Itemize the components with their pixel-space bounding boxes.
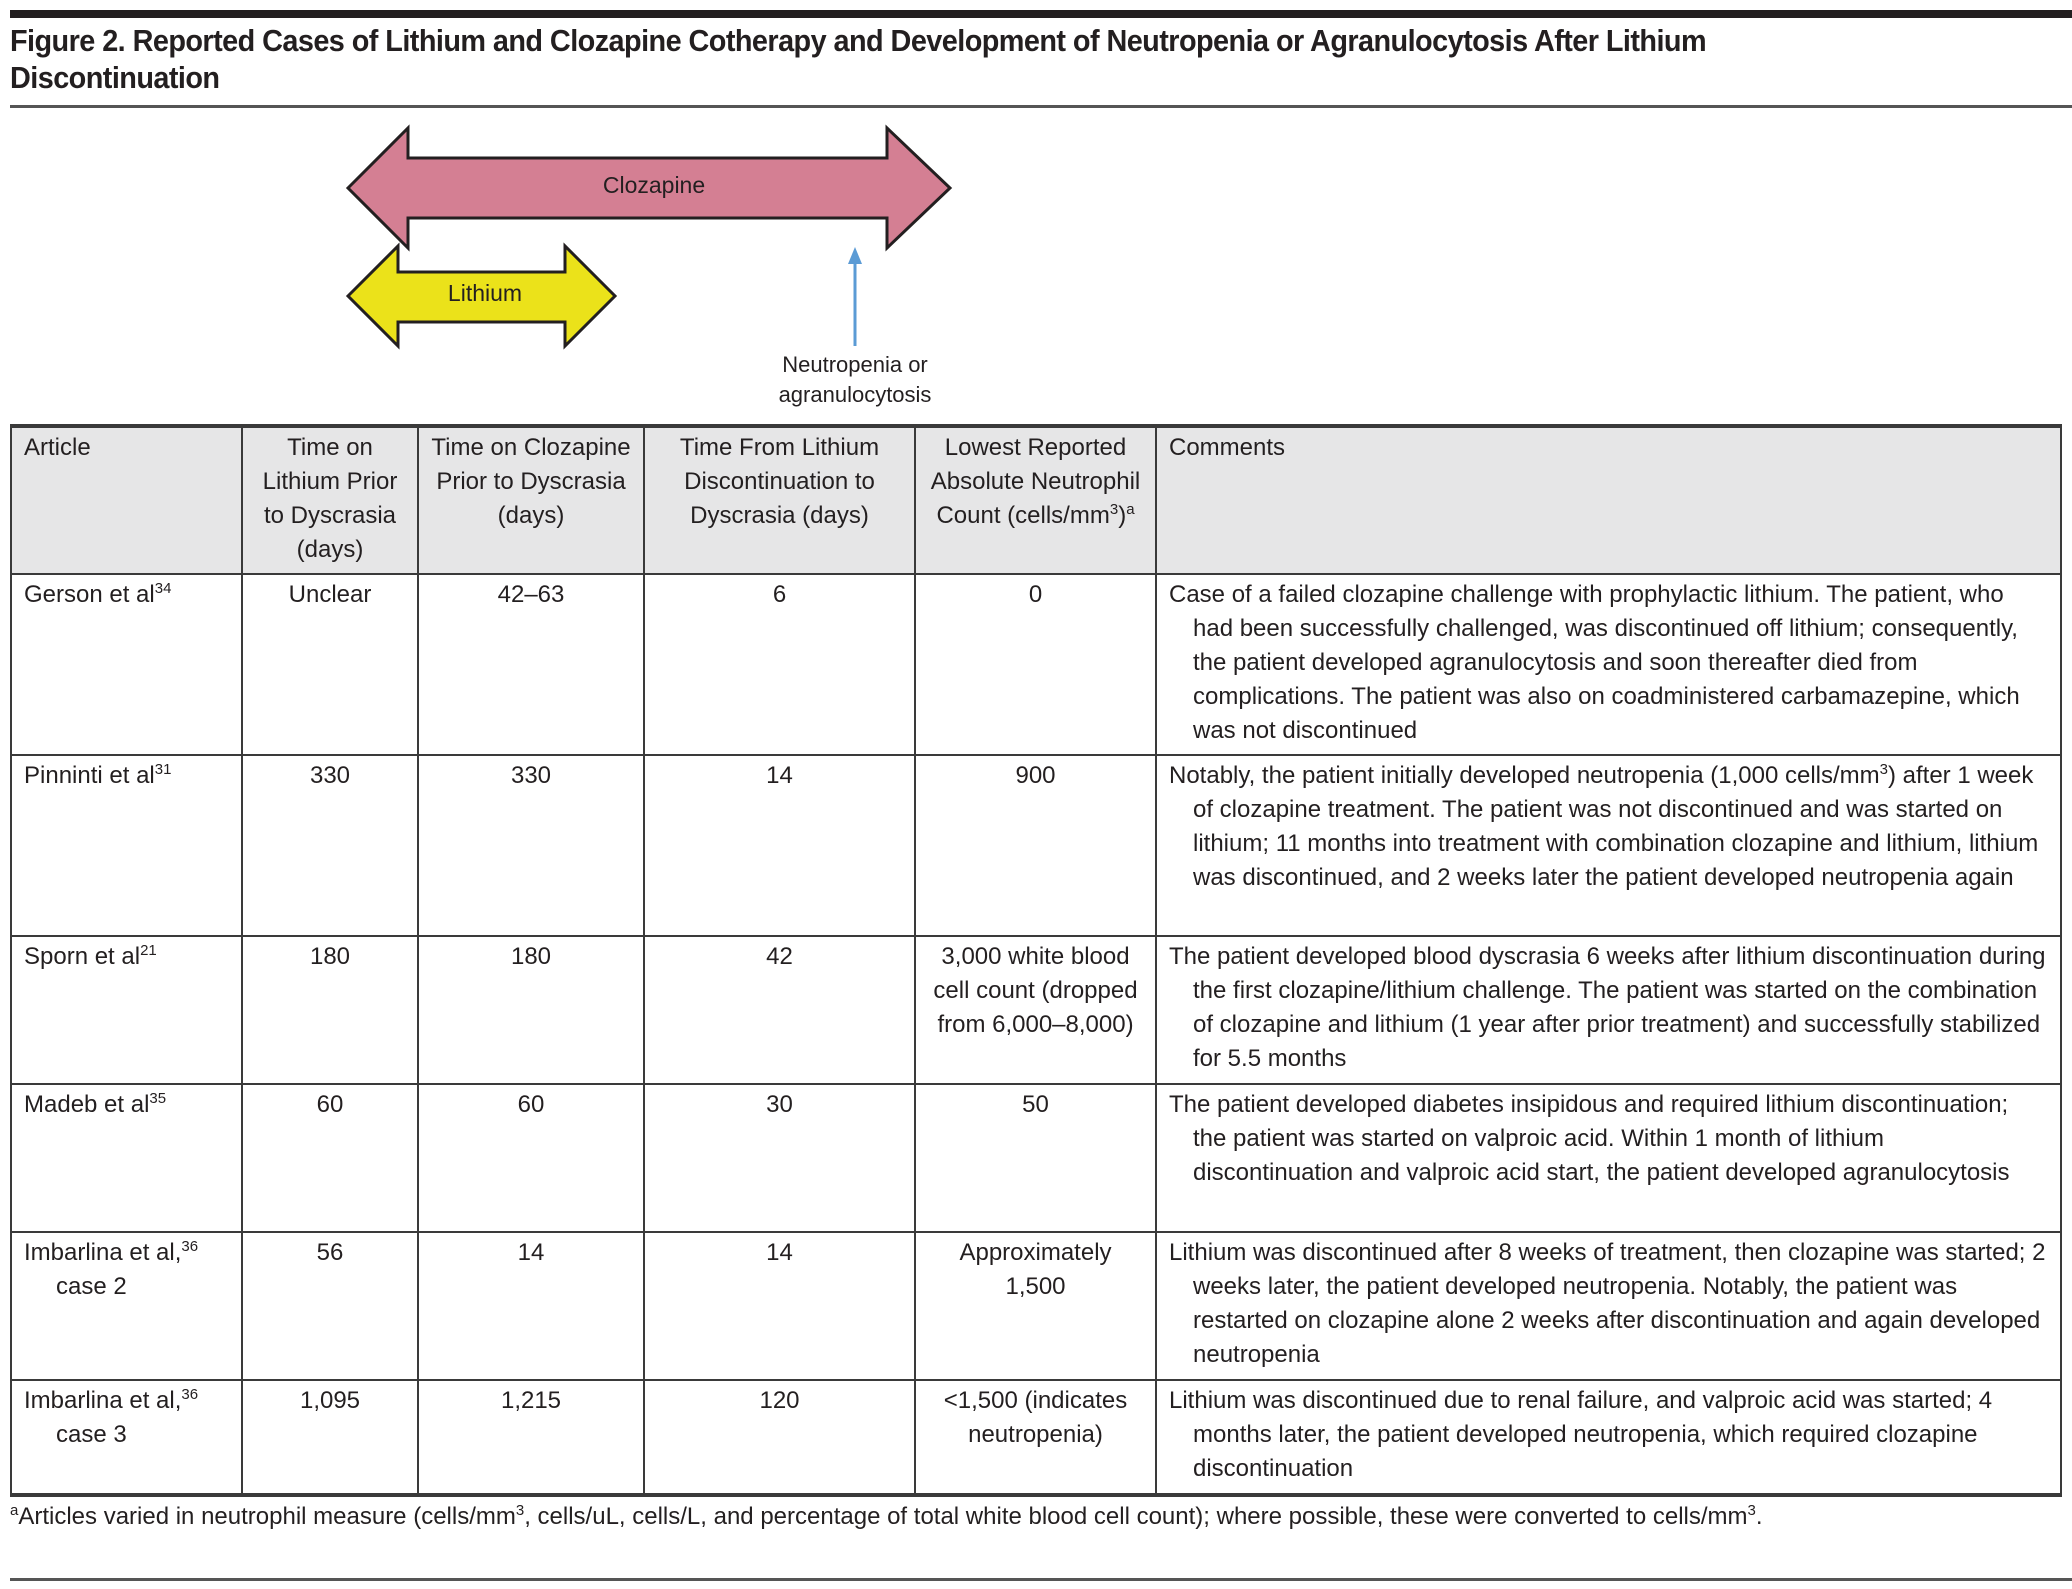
cell-anc: Approximately 1,500 [915, 1232, 1156, 1380]
footnote-marker: a [10, 1502, 19, 1519]
cell-comments: Case of a failed clozapine challenge with prophylactic lithium. The patient, who had been successfully challenged, was discontinued off lithium; consequently, the patient developed agranulocytosis and soon thereafter died from complications. The patient was also on coadministered carbamazepine, which was not discontinued [1156, 574, 2061, 755]
cell-anc: 3,000 white blood cell count (dropped from 6,000–8,000) [915, 936, 1156, 1084]
header-lithium-time: Time on Lithium Prior to Dyscrasia (days) [242, 426, 418, 574]
header-article: Article [11, 426, 242, 574]
footnote-sup-1: 3 [515, 1502, 525, 1519]
cell-article [11, 1232, 242, 1380]
article-ref: 36 [181, 1386, 199, 1403]
cell-clozapine-days: 330 [418, 755, 644, 936]
article-case: case 3 [56, 1421, 127, 1448]
cell-clozapine-days: 1,215 [418, 1380, 644, 1495]
cell-article [11, 936, 242, 1084]
table-row [11, 1084, 2061, 1232]
cell-anc: 0 [915, 574, 1156, 755]
cell-discontinuation-days: 14 [644, 1232, 915, 1380]
article-name: Sporn et al [24, 943, 141, 970]
cell-article [11, 1084, 242, 1232]
footnote-text-2: , cells/uL, cells/L, and percentage of total white blood cell count); where possible, these were converted to cells/mm [524, 1503, 1748, 1530]
cell-discontinuation-days: 14 [644, 755, 915, 936]
cell-comments: The patient developed diabetes insipidous and required lithium discontinuation; the patient was started on valproic acid. Within 1 month of lithium discontinuation and valproic acid start, the patient developed agranulocytosis [1156, 1084, 2061, 1232]
table-row [11, 755, 2061, 936]
footnote-sup-2: 3 [1747, 1502, 1756, 1519]
header-anc-close: ) [1118, 502, 1127, 529]
cell-comments: Lithium was discontinued after 8 weeks of treatment, then clozapine was started; 2 weeks later, the patient developed neutropenia. Notably, the patient was restarted on clozapine alone 2 weeks after discontinuation and again developed neutropenia [1156, 1232, 2061, 1380]
table-row [11, 574, 2061, 755]
article-ref: 35 [149, 1090, 167, 1107]
cell-article [11, 755, 242, 936]
event-arrow-head-icon [848, 247, 862, 264]
cell-lithium-days: 1,095 [242, 1380, 418, 1495]
table-row [11, 936, 2061, 1084]
article-ref: 21 [140, 942, 157, 959]
table-header-row [11, 426, 2061, 574]
article-name: Imbarlina et al, [24, 1239, 182, 1266]
cell-anc: <1,500 (indicates neutropenia) [915, 1380, 1156, 1495]
title-rule [10, 105, 2072, 108]
cell-comments [1156, 755, 2061, 936]
cell-lithium-days: Unclear [242, 574, 418, 755]
cell-anc: 900 [915, 755, 1156, 936]
clozapine-label: Clozapine [602, 172, 706, 198]
article-case: case 2 [56, 1273, 127, 1300]
timeline-diagram [0, 110, 1100, 420]
article-ref: 31 [154, 761, 172, 778]
event-label-line1: Neutropenia or [782, 352, 928, 377]
article-name: Gerson et al [24, 581, 155, 608]
cell-lithium-days: 330 [242, 755, 418, 936]
table-row [11, 1380, 2061, 1495]
footnote-text-3: . [1755, 1503, 1763, 1530]
header-discontinuation-time: Time From Lithium Discontinuation to Dyscrasia (days) [644, 426, 915, 574]
event-label [740, 350, 970, 410]
cell-clozapine-days: 180 [418, 936, 644, 1084]
cell-discontinuation-days: 6 [644, 574, 915, 755]
cases-table [10, 424, 2062, 1497]
cell-clozapine-days: 14 [418, 1232, 644, 1380]
article-name: Madeb et al [24, 1091, 150, 1118]
cell-comments: Lithium was discontinued due to renal failure, and valproic acid was started; 4 months later, the patient developed neutropenia, which required clozapine discontinuation [1156, 1380, 2061, 1495]
article-ref: 34 [154, 580, 172, 597]
cell-discontinuation-days: 42 [644, 936, 915, 1084]
lithium-label: Lithium [447, 280, 523, 306]
table-row [11, 1232, 2061, 1380]
event-label-line2: agranulocytosis [778, 382, 932, 407]
footnote-text-1: Articles varied in neutrophil measure (cells/mm [18, 1503, 516, 1530]
cell-anc: 50 [915, 1084, 1156, 1232]
cell-discontinuation-days: 30 [644, 1084, 915, 1232]
comments-text-pre: Notably, the patient initially developed neutropenia (1,000 cells/mm [1169, 762, 1880, 789]
bottom-rule [10, 1578, 2072, 1581]
cell-lithium-days: 60 [242, 1084, 418, 1232]
comments-sup: 3 [1879, 761, 1888, 778]
header-clozapine-time: Time on Clozapine Prior to Dyscrasia (days) [418, 426, 644, 574]
cell-lithium-days: 180 [242, 936, 418, 1084]
cell-clozapine-days: 60 [418, 1084, 644, 1232]
cell-discontinuation-days: 120 [644, 1380, 915, 1495]
header-comments: Comments [1156, 426, 2061, 574]
cell-article [11, 1380, 242, 1495]
header-anc [915, 426, 1156, 574]
top-rule [10, 10, 2072, 18]
article-name: Imbarlina et al, [24, 1387, 182, 1414]
header-anc-text: Lowest Reported Absolute Neutrophil Count (cells/mm [930, 434, 1141, 529]
cell-comments: The patient developed blood dyscrasia 6 weeks after lithium discontinuation during the first clozapine/lithium challenge. The patient was started on the combination of clozapine and lithium (1 year after prior treatment) and successfully stabilized for 5.5 months [1156, 936, 2061, 1084]
figure-title: Figure 2. Reported Cases of Lithium and Clozapine Cotherapy and Development of Neutropenia or Agranulocytosis After Lithium Discontinuation [10, 23, 1707, 95]
cell-clozapine-days: 42–63 [418, 574, 644, 755]
article-name: Pinninti et al [24, 762, 155, 789]
cell-article [11, 574, 242, 755]
cell-lithium-days: 56 [242, 1232, 418, 1380]
table-footnote [10, 1500, 2072, 1533]
header-anc-footnote-marker: a [1126, 501, 1135, 518]
article-ref: 36 [181, 1238, 199, 1255]
header-anc-sup: 3 [1109, 501, 1119, 518]
comments-text: ) after 1 week of clozapine treatment. The patient was not discontinued and was started on lithium; 11 months into treatment with combination clozapine and lithium, lithium was discontinued, and 2 weeks later the patient developed neutropenia again [1193, 762, 2039, 891]
